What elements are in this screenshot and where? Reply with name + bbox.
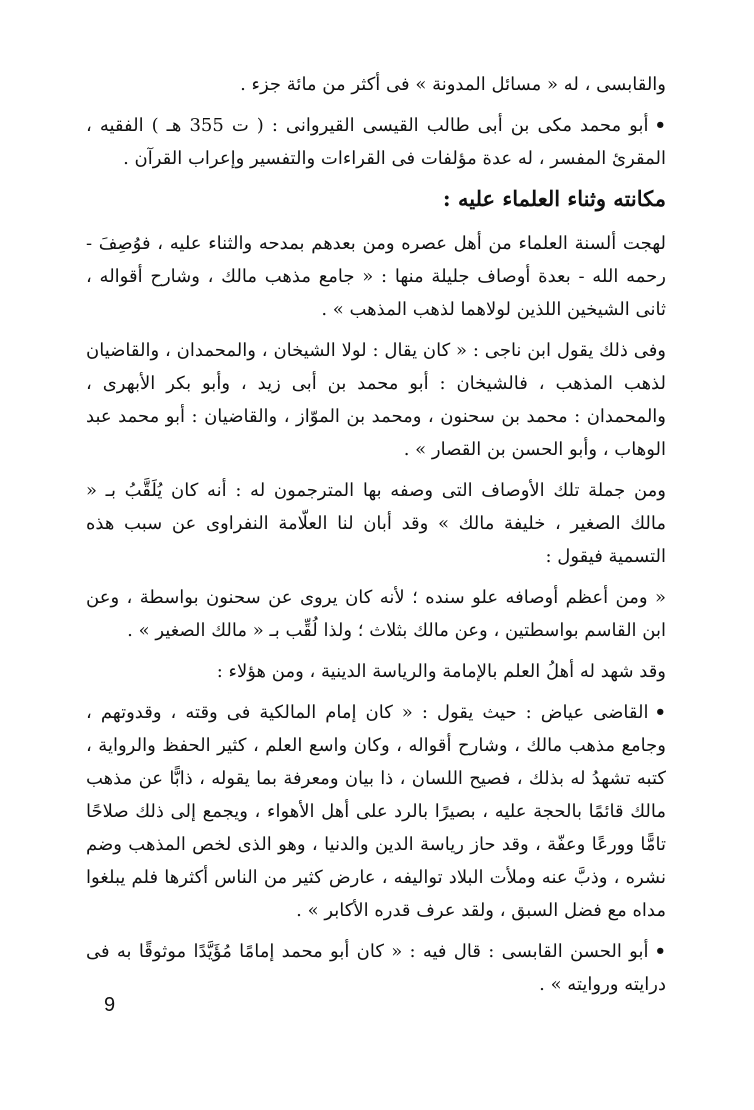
paragraph-text: أبو الحسن القابسى : قال فيه : « كان أبو محمد إمامًا مُؤَيَّدًا موثوقًا به فى درايته وروايته » . [86, 941, 666, 995]
paragraph [86, 655, 666, 688]
paragraph-text: لهجت ألسنة العلماء من أهل عصره ومن بعدهم بمدحه والثناء عليه ، فوُصِفَ - رحمه الله - بعدة أوصاف جليلة منها : « جامع مذهب مالك ، وشارح أقواله ، ثانى الشيخين اللذين لولاهما لذهب المذهب » . [86, 233, 666, 320]
paragraph-text: ومن جملة تلك الأوصاف التى وصفه بها المترجمون له : أنه كان يُلَقَّبُ بـ « مالك الصغير ، خليفة مالك » وقد أبان لنا العلّامة النفراوى عن سبب هذه التسمية فيقول : [86, 480, 666, 567]
section-heading: مكانته وثناء العلماء عليه : [442, 186, 666, 211]
paragraph [86, 474, 666, 573]
paragraph-text: أبو محمد مكى بن أبى طالب القيسى القيروانى : ( ت 355 هـ ) الفقيه ، المقرئ المفسر ، له عدة مؤلفات فى القراءات والتفسير وإعراب القرآن . [86, 115, 666, 169]
paragraph-text: وقد شهد له أهلُ العلم بالإمامة والرياسة الدينية ، ومن هؤلاء : [216, 661, 666, 682]
page-number: 9 [104, 994, 116, 1016]
paragraph [86, 227, 666, 326]
page-body [86, 68, 666, 1007]
paragraph [86, 68, 666, 101]
bullet-paragraph [86, 935, 666, 1001]
bullet-icon: • [654, 941, 666, 962]
quote-paragraph [86, 581, 666, 647]
bullet-paragraph [86, 109, 666, 175]
bullet-paragraph [86, 696, 666, 927]
paragraph-text: والقابسى ، له « مسائل المدونة » فى أكثر من مائة جزء . [240, 74, 666, 95]
paragraph-text: وفى ذلك يقول ابن ناجى : « كان يقال : لولا الشيخان ، والمحمدان ، والقاضيان لذهب المذهب ، فالشيخان : أبو محمد بن أبى زيد ، وأبو بكر الأبهرى ، والمحمدان : محمد بن سحنون ، ومحمد بن الموّاز ، والقاضيان : أبو محمد عبد الوهاب ، وأبو الحسن بن القصار » . [86, 340, 666, 460]
paragraph [86, 334, 666, 466]
paragraph-text: القاضى عياض : حيث يقول : « كان إمام المالكية فى وقته ، وقدوتهم ، وجامع مذهب مالك ، وشارح أقواله ، وكان واسع العلم ، كثير الحفظ والرواية ، كتبه تشهدُ له بذلك ، فصيح اللسان ، ذا بيان ومعرفة بما يقوله ، ذابًّا عن مذهب مالك قائمًا بالحجة عليه ، بصيرًا بالرد على أهل الأهواء ، ويجمع إلى ذلك صلاحًا تامًّا وورعًا وعفّة ، وقد حاز رياسة الدين والدنيا ، وهو الذى لخص المذهب وضم نشره ، وذبَّ عنه وملأت البلاد تواليفه ، عارض كثير من الناس أكثرها فلم يبلغوا مداه مع فضل السبق ، ولقد عرف قدره الأكابر » . [86, 702, 666, 921]
paragraph-text: « ومن أعظم أوصافه علو سنده ؛ لأنه كان يروى عن سحنون بواسطة ، وعن ابن القاسم بواسطتين ، وعن مالك بثلاث ؛ ولذا لُقِّب بـ « مالك الصغير » . [86, 587, 666, 641]
bullet-icon: • [654, 115, 667, 136]
bullet-icon: • [654, 702, 666, 723]
